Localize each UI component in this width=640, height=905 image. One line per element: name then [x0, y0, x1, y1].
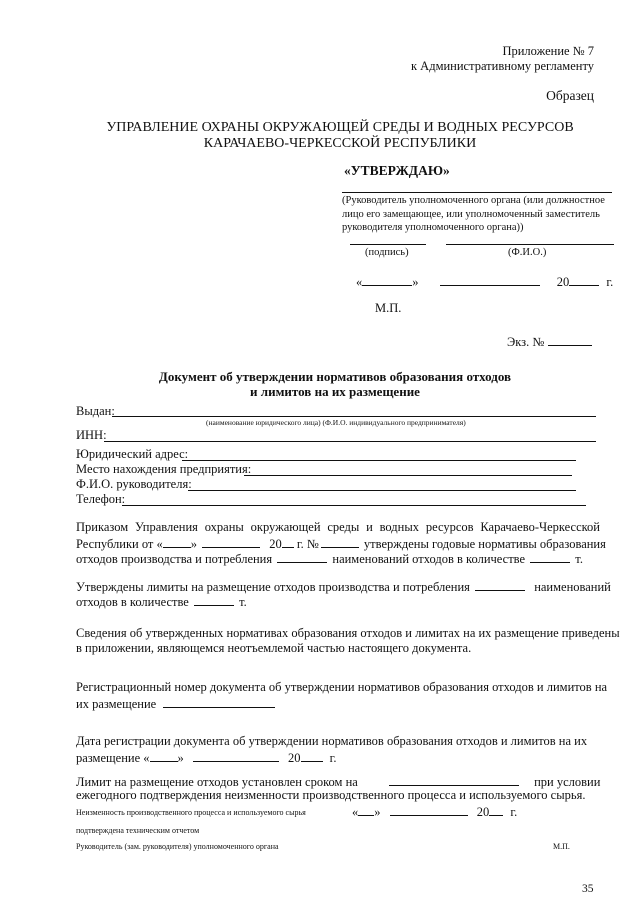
reg-date-line1: Дата регистрации документа об утверждении нормативов образования отходов и лимитов на их [76, 734, 588, 748]
month-blank[interactable] [440, 273, 540, 286]
issued-field-note: (наименование юридического лица) (Ф.И.О. индивидуального предпринимателя) [206, 418, 466, 427]
order-day-blank[interactable] [163, 535, 191, 548]
copy-number-blank[interactable] [548, 333, 592, 346]
limit-term-line1: Лимит на размещение отходов установлен сроком на при условии [76, 775, 601, 789]
org-title-line1: УПРАВЛЕНИЕ ОХРАНЫ ОКРУЖАЮЩЕЙ СРЕДЫ И ВОДНЫХ РЕСУРСОВ [106, 120, 574, 135]
approve-title: «УТВЕРЖДАЮ» [344, 163, 450, 178]
reg-number-line2: их размещение [76, 695, 275, 713]
approver-line [342, 192, 612, 193]
order-paragraph-line3: отходов производства и потребления наименований отходов в количестве т. [76, 552, 583, 566]
footer-month-blank[interactable] [390, 803, 468, 816]
info-paragraph-line1: Сведения об утвержденных нормативах образования отходов и лимитах на их размещение приведены [76, 626, 620, 640]
footer-stamp: М.П. [553, 842, 570, 851]
signature-line [350, 244, 426, 245]
document-title-line1: Документ об утверждении нормативов образования отходов [158, 369, 512, 384]
order-month-blank[interactable] [202, 535, 260, 548]
limits-amount-blank[interactable] [194, 593, 234, 606]
order-year-blank[interactable] [282, 535, 294, 548]
footer-date: « » 20 г. [352, 805, 518, 819]
names-count-blank[interactable] [277, 550, 327, 563]
limits-paragraph-line1: Утверждены лимиты на размещение отходов производства и потребления наименований [76, 580, 611, 594]
order-number-blank[interactable] [321, 535, 359, 548]
footer-day-blank[interactable] [358, 803, 374, 816]
appendix-number: Приложение № 7 [502, 44, 594, 58]
footer-note-3: Руководитель (зам. руководителя) уполномоченного органа [76, 842, 279, 851]
copy-number: Экз. № [507, 333, 592, 351]
footer-year-blank[interactable] [489, 803, 503, 816]
location-label: Место нахождения предприятия: [76, 462, 252, 476]
reg-date-line2: размещение « » 20 г. [76, 751, 337, 765]
issued-field[interactable] [112, 416, 596, 417]
day-blank[interactable] [362, 273, 412, 286]
fio-label: (Ф.И.О.) [508, 247, 547, 258]
inn-field[interactable] [104, 441, 596, 442]
phone-label: Телефон: [76, 492, 126, 506]
document-title-line2: и лимитов на их размещение [250, 384, 420, 399]
signature-label: (подпись) [365, 247, 409, 258]
approver-note: (Руководитель уполномоченного органа (или должностное лицо его замещающее, или уполномоченный заместитель руководителя уполномоченного органа)) [342, 195, 605, 234]
limits-names-blank[interactable] [475, 578, 525, 591]
year-blank[interactable] [569, 273, 599, 286]
waste-amount-blank[interactable] [530, 550, 570, 563]
head-fio-label: Ф.И.О. руководителя: [76, 477, 192, 491]
limits-paragraph-line2: отходов в количестве т. [76, 595, 247, 609]
limit-term-line2: ежегодного подтверждения неизменности производственного процесса и используемого сырья. [76, 788, 586, 802]
phone-field[interactable] [122, 505, 586, 506]
appendix-reference: к Административному регламенту [410, 59, 594, 73]
fio-line [446, 244, 614, 245]
legal-address-field[interactable] [182, 460, 576, 461]
info-paragraph-line2: в приложении, являющемся неотъемлемой частью настоящего документа. [76, 641, 472, 655]
reg-number-line1: Регистрационный номер документа об утверждении нормативов образования отходов и лимитов на [76, 680, 608, 694]
sample-label: Образец [546, 88, 594, 103]
org-title-line2: КАРАЧАЕВО-ЧЕРКЕССКОЙ РЕСПУБЛИКИ [203, 136, 477, 151]
reg-year-blank[interactable] [301, 749, 323, 762]
order-paragraph-line1: Приказом Управления охраны окружающей среды и водных ресурсов Карачаево-Черкесской [76, 520, 600, 534]
location-field[interactable] [244, 475, 572, 476]
footer-note-2: подтверждена техническим отчетом [76, 826, 200, 835]
order-paragraph-line2: Республики от « » 20 г. № утверждены годовые нормативы образования [76, 537, 606, 551]
issued-label: Выдан: [76, 404, 115, 418]
stamp-label: М.П. [375, 301, 402, 315]
reg-month-blank[interactable] [193, 749, 279, 762]
page-number: 35 [582, 883, 594, 895]
head-fio-field[interactable] [188, 490, 576, 491]
limit-term-blank[interactable] [389, 773, 519, 786]
legal-address-label: Юридический адрес: [76, 447, 189, 461]
approve-date: « » 20 г. [356, 275, 614, 289]
reg-day-blank[interactable] [150, 749, 178, 762]
footer-note-1: Неизменность производственного процесса и используемого сырья [76, 808, 306, 817]
inn-label: ИНН: [76, 428, 107, 442]
reg-number-blank[interactable] [163, 695, 275, 708]
